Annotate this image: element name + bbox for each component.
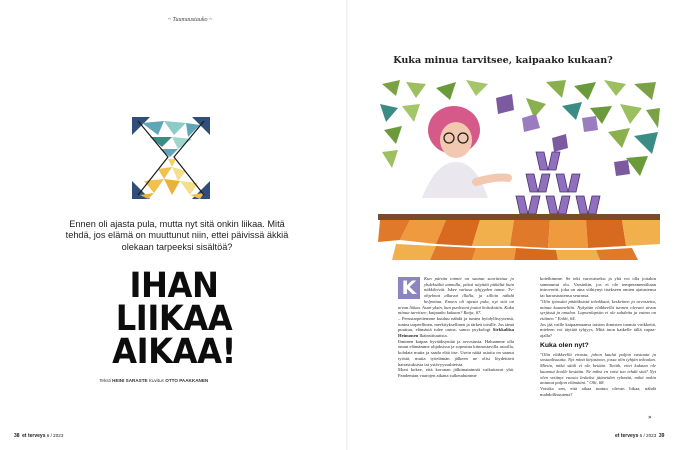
table-edge xyxy=(378,214,660,220)
right-page-footer xyxy=(615,433,664,439)
article-subtitle: Kuka minua tarvitsee, kaipaako kukaan? xyxy=(393,55,613,66)
article-column-1 xyxy=(398,276,514,379)
right-magazine-name: et terveys xyxy=(615,433,639,439)
card-house xyxy=(516,152,600,214)
woman-card-house-mosaic-illustration xyxy=(376,78,662,261)
headline-line-2: LIIKAA xyxy=(115,299,233,339)
paragraph-5: Jos jää vaille kaipaamaansa toisten ihmisten tuomia virikkeitä, mieleen voi täyttää tyhjyys. Mitä tuon kaikelle tällä vapaa-ajalla? xyxy=(540,321,656,339)
paragraph-1: – Perustarpeitemme kuuluu nähdä ja tuntea hyödyllisyytensä, tuntea tarpeellinen, merkityksellinen ja tärkeä toisille. Jos tämä puuttuu, elämästä tulee ontoa, sanoo psykologi Sirkkaliisa Heimonen Ikäinstituutista. xyxy=(398,315,514,339)
subheading: Kuka olen nyt? xyxy=(540,341,589,349)
byline-illustrator: OTTO PAAKKANEN xyxy=(165,378,209,383)
paragraph-3: Moni kokee, että koronan jälkimaininnät vaikuttavat yhä. Pandemian vaarojen aikana sulkeuduimme xyxy=(398,367,514,378)
reader-quote-olli: "Olin eläkkeellä virasta, johon kuului paljon vastuuta ja sosiaalisuutta. Nyt minä kirjastoon, jossa olin tyhjän tekoalan. Mietin, mikä sääli ei ole ketään. Tietäh, ettei kukaan ole kuunnut koolle kestään. Ne miksi en voisi tuo tehdä sitä? Nyt olen vetänyt vuosia leskeksi jääneiden ryhmää, mikä onkin antanut paljon elämääni." Olli, 68. xyxy=(540,351,656,386)
reader-quote-erkki: "Olin työssäni päätöksistä tehokkaat, keskeinen ja arvostettu, minua kuunneltiin. Nykyään eläkkeellä tunnen olevani aivan syrjässä ja omalon. Lapsenlapsiin ei ole suhdetta ja vaimo on etäinen." Erkki, 64. xyxy=(540,298,656,321)
byline-drawings-label: Kuvitus xyxy=(148,378,164,383)
table-shards xyxy=(378,220,660,260)
article-column-2 xyxy=(540,276,656,397)
paragraph-2: Ihminen kaipaa byvääksyntää ja arvostusta. Haluamme olla oman elämämme ohjaksissa ja sopeutua kiinnostavilla asioilla, kohdata muita ja saada elää itse. Usein näitä asioita on saanut työstä, mutta työelämän jälkeen ne olisi löydettävä harrastuksista tai ystävyyssuhteista. xyxy=(398,338,514,367)
left-page-number: 38 xyxy=(14,433,20,439)
hourglass-mosaic-illustration xyxy=(128,115,214,201)
paragraph-4: koteihimme. Se teki varovaiseksi ja yhä voi olla joitakin sammunut olo. Varsinkin, jos ei ole temperamentiltaan introvertti, joka on aina viihtynyt itsekseen omien ajatustensa tai harrastustensa seurassa. xyxy=(540,276,656,299)
byline-author: HEINI SARASTE xyxy=(112,378,148,383)
left-magazine-name: et terveys xyxy=(22,433,46,439)
continue-mark: » xyxy=(648,414,652,421)
section-label: ~ Tuumaustauko ~ xyxy=(167,17,213,23)
left-page-footer xyxy=(14,433,63,439)
headline xyxy=(110,266,239,372)
headline-line-3: AIKAA! xyxy=(112,332,236,372)
page-gutter xyxy=(346,0,348,450)
lead-paragraph: Ennen oli ajasta pula, mutta nyt sitä onkin liikaa. Mitä tehdä, jos elämä on muuttunut niin, ettei päivissä äkkiä olekaan tarpeeksi sisältöä? xyxy=(65,219,289,252)
psychologist-name: Sirkkaliisa Heimonen xyxy=(398,327,514,339)
headline-line-1: IHAN xyxy=(129,266,219,306)
intro-quote: Kun päivän toimet on saanut suoritettua jo yhdeksältä aamulla, päivä näyttää pitkältä kuin näkkileivät. Iskee vatiusa tyhjyyden tunne. Tv-ohjelmat alkavat illalla, ja silloin nähdä helpottaa. Ennen oli ajasta pula, nyt sitä on aivan liikaa. Asun yksin, kun puolisoni joutui hoitokotiin. Kuka minua tarvitsee, kaipaako kukaan? Raija, 67. xyxy=(398,276,514,316)
dropcap: K xyxy=(398,277,420,299)
byline-text-label: Teksti xyxy=(99,378,111,383)
woman-figure xyxy=(422,106,508,198)
paragraph-6: Voisiko sen, että aikaa tuntuu olevan liikaa, nähdä mahdollisuutena? xyxy=(540,385,656,397)
right-issue: 6 / 2023 xyxy=(639,433,657,438)
byline xyxy=(99,378,279,383)
left-issue: 6 / 2023 xyxy=(46,433,64,438)
right-page-number: 39 xyxy=(658,433,665,439)
